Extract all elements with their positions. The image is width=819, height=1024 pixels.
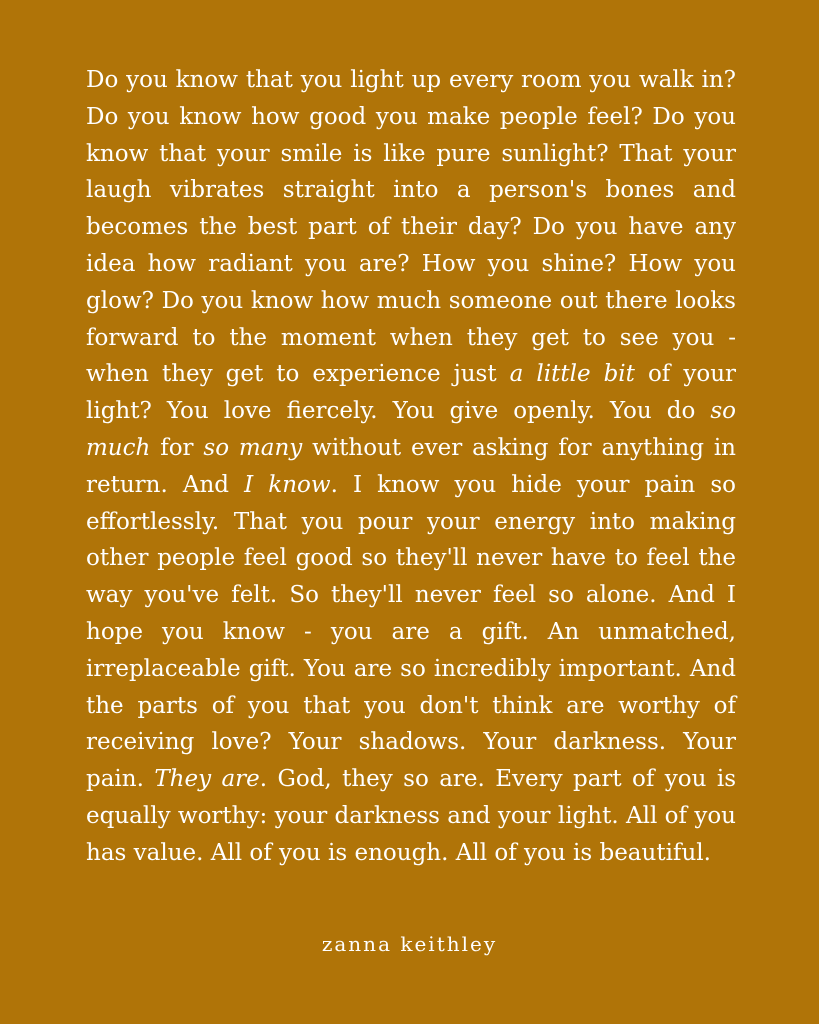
poem-segment-italic: They are xyxy=(154,766,260,793)
poem-segment: . I know you hide your pain so effortlessly. That you pour your energy into making other people feel good so they'll never have to feel the way you've felt. So they'll never feel so alone. And I hope you know - you are a gift. An unmatched, irreplaceable gift. You are so incredibly important. And the parts of you that you don't think are worthy of receiving love? Your shadows. Your darkness. Your pain. xyxy=(86,471,736,793)
poem-text xyxy=(86,62,736,872)
poem-segment: without ever asking for anything in return. And xyxy=(86,434,736,498)
poem-segment-italic: I know xyxy=(244,471,331,498)
poem-segment-italic: a little bit xyxy=(509,361,635,388)
poem-segment: . God, they so are. Every part of you is equally worthy: your darkness and your light. All of you has value. All of you is enough. All of you is beautiful. xyxy=(86,766,736,866)
poem-segment-italic: so many xyxy=(203,434,303,461)
poem-segment: for xyxy=(150,434,204,461)
author-signature: zanna keithley xyxy=(321,932,498,956)
poem-segment: Do you know that you light up every room you walk in? Do you know how good you make people feel? Do you know that your smile is like pure sunlight? That your laugh vibrates straight into a person's bones and becomes the best part of their day? Do you have any idea how radiant you are? How you shine? How you glow? Do you know how much someone out there looks forward to the moment when they get to see you - when they get to experience just xyxy=(86,67,736,388)
poem-segment-italic: so much xyxy=(86,398,736,461)
poem-segment: of your light? You love fiercely. You give openly. You do xyxy=(86,361,736,425)
